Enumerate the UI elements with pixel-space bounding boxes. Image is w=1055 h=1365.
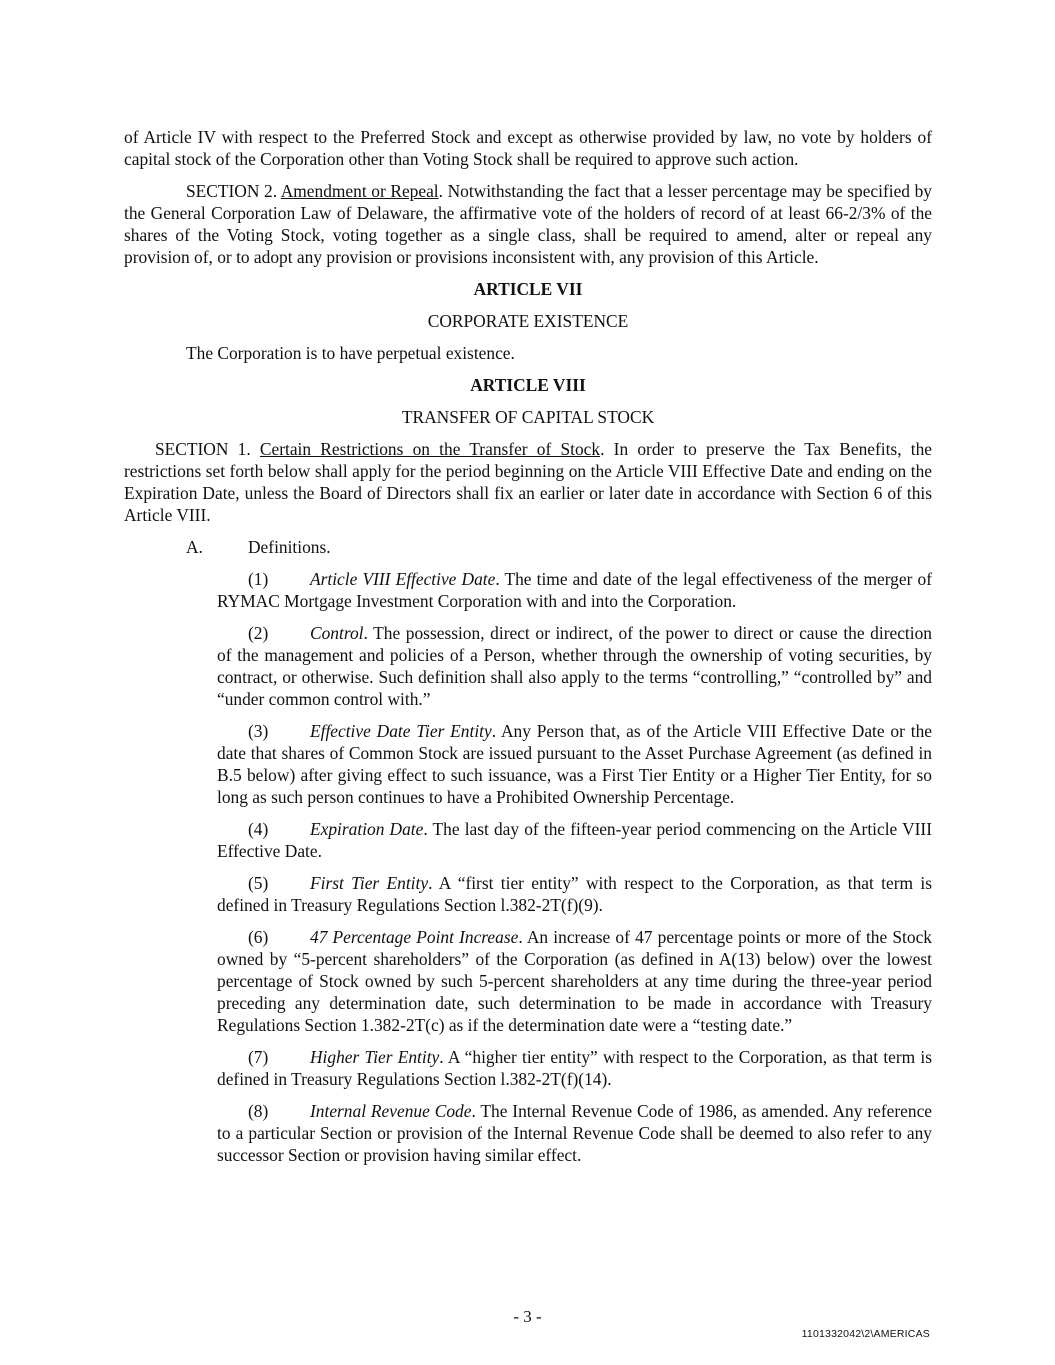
article-8-section-1-body: . In order to preserve the Tax Benefits, the restrictions set forth below shall apply for the period beginning on the Article VIII Effective Date and ending on the Expiration Date, unless the Board of Directors shall fix an earlier or later date in accordance with Section 6 of this Article VIII. [124,439,933,525]
article-8-section-1-prefix: SECTION 1. [155,439,260,459]
definition-text: . An increase of 47 percentage points or more of the Stock owned by “5-percent shareholders” of the Corporation (as defined in A(13) below) over the lowest percentage of Stock owned by such 5-percent shareholders at any time during the three-year period preceding any determination date, such determination to be made in accordance with Treasury Regulations Section 1.382-2T(c) as if the determination date were a “testing date.” [217,927,932,1035]
definition-term: Expiration Date [310,819,424,839]
definition-text: . The last day of the fifteen-year period commencing on the Article VIII Effective Date. [217,819,933,861]
definition-term: First Tier Entity [310,873,429,893]
intro-paragraph: of Article IV with respect to the Preferred Stock and except as otherwise provided by law, no vote by holders of capital stock of the Corporation other than Voting Stock shall be required to approve such action. [124,127,932,169]
definition-item [217,872,932,916]
definition-term: Effective Date Tier Entity [310,721,492,741]
definition-number: (1) [248,569,269,589]
definition-term: Article VIII Effective Date [310,569,496,589]
definition-text: . A “first tier entity” with respect to the Corporation, as that term is defined in Treasury Regulations Section l.382-2T(f)(9). [217,873,932,915]
article-7-heading: ARTICLE VII [473,279,583,299]
definition-term: Control [310,623,364,643]
article-8-section-1-title: Certain Restrictions on the Transfer of Stock [259,439,601,459]
subsection-a-label: A. [186,537,203,557]
article-7-body: The Corporation is to have perpetual existence. [186,343,515,363]
definition-number: (2) [248,623,269,643]
definition-item [217,1100,932,1166]
definition-term: Higher Tier Entity [310,1047,440,1067]
definition-text: . Any Person that, as of the Article VIII Effective Date or the date that shares of Common Stock are issued pursuant to the Asset Purchase Agreement (as defined in B.5 below) after giving effect to such issuance, was a First Tier Entity or a Higher Tier Entity, for so long as such person continues to have a Prohibited Ownership Percentage. [217,721,932,807]
definition-item [217,720,932,808]
definition-text: . The possession, direct or indirect, of the power to direct or cause the direction of the management and policies of a Person, whether through the ownership of voting securities, by contract, or otherwise. Such definition shall also apply to the terms “controlling,” “controlled by” and “under common control with.” [217,623,932,709]
definition-item [217,568,932,612]
section-2-body: . Notwithstanding the fact that a lesser percentage may be specified by the General Corporation Law of Delaware, the affirmative vote of the holders of record of at least 66-2/3% of the shares of the Voting Stock, voting together as a single class, shall be required to amend, alter or repeal any provision of, or to adopt any provision or provisions inconsistent with, any provision of this Article. [124,181,932,267]
definition-term: 47 Percentage Point Increase [310,927,519,947]
subsection-a-text: Definitions. [248,537,331,557]
page-number: - 3 - [513,1307,542,1326]
definition-item [217,622,932,710]
definition-item [217,818,932,862]
definition-text: . The Internal Revenue Code of 1986, as amended. Any reference to a particular Section or provision of the Internal Revenue Code shall be deemed to also refer to any successor Section or provision having similar effect. [217,1101,933,1165]
definition-number: (8) [248,1101,269,1121]
definition-text: . The time and date of the legal effectiveness of the merger of RYMAC Mortgage Investment Corporation with and into the Corporation. [217,569,932,611]
definition-term: Internal Revenue Code [310,1101,472,1121]
subsection-a [124,536,932,558]
definition-item [217,926,932,1036]
definition-number: (4) [248,819,269,839]
section-2-prefix: SECTION 2. [186,181,281,201]
article-7-subheading: CORPORATE EXISTENCE [427,311,629,331]
article-8-section-1-paragraph [124,438,932,526]
definition-number: (5) [248,873,269,893]
document-id: 1101332042\2\AMERICAS [801,1328,930,1340]
definition-number: (3) [248,721,269,741]
definition-text: . A “higher tier entity” with respect to the Corporation, as that term is defined in Treasury Regulations Section l.382-2T(f)(14). [217,1047,932,1089]
section-2-title: Amendment or Repeal [280,181,439,201]
definition-number: (7) [248,1047,269,1067]
article-8-heading: ARTICLE VIII [470,375,586,395]
definition-number: (6) [248,927,269,947]
section-2-paragraph [124,180,932,268]
definition-item [217,1046,932,1090]
article-8-subheading: TRANSFER OF CAPITAL STOCK [401,407,655,427]
document-page [124,126,932,1176]
